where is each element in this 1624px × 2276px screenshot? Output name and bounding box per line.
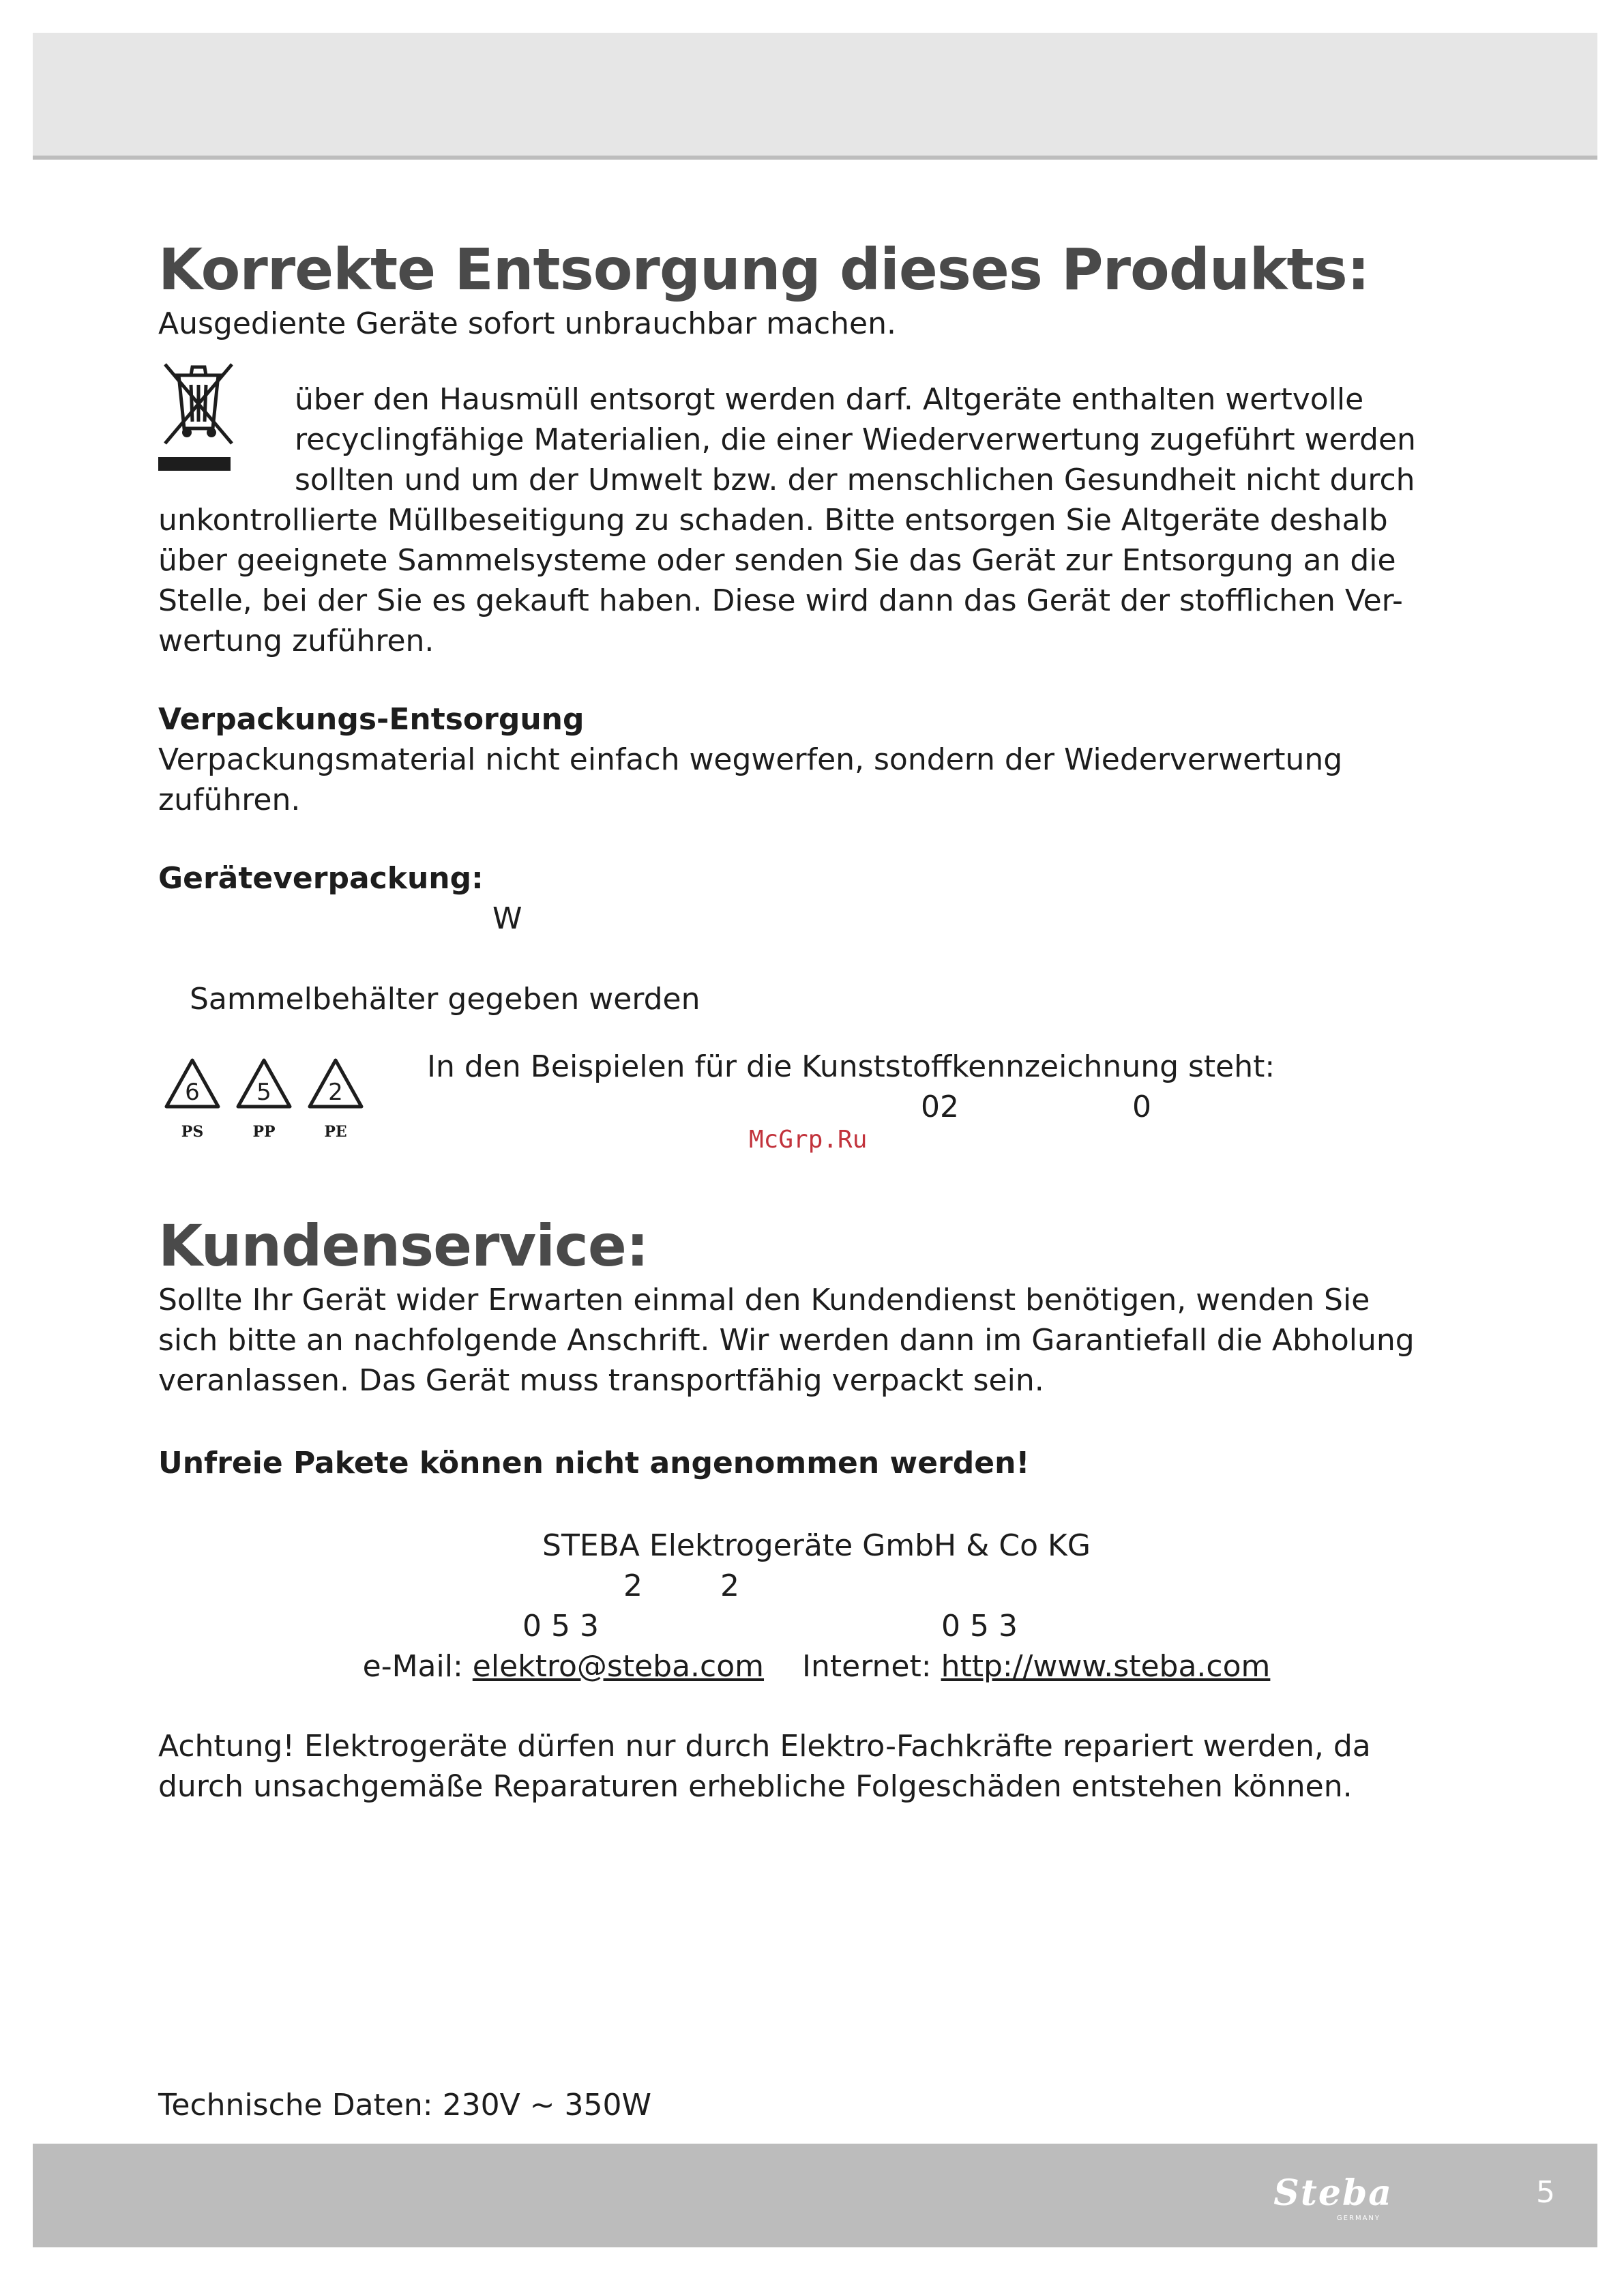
device-packaging-line: Sammelbehälter gegeben werden bbox=[190, 982, 700, 1017]
service-line: sich bitte an nachfolgende Anschrift. Wir werden dann im Garantiefall die Abholung bbox=[158, 1323, 1415, 1358]
packaging-heading: Verpackungs-Entsorgung bbox=[158, 702, 585, 737]
address-fragment: 2 bbox=[720, 1569, 739, 1603]
fax-fragment: 0 5 3 bbox=[941, 1609, 1018, 1644]
address-block bbox=[158, 1526, 1475, 1687]
weee-block bbox=[158, 351, 1475, 661]
page-content bbox=[158, 235, 1475, 1807]
packaging-line: zuführen. bbox=[158, 783, 301, 817]
plastic-code-value: 0 bbox=[1132, 1090, 1151, 1124]
plastic-code-number: 6 bbox=[185, 1079, 200, 1106]
recycling-codes-icon bbox=[158, 1053, 377, 1156]
watermark: McGrp.Ru bbox=[749, 1126, 868, 1154]
disposal-body-line: wertung zuführen. bbox=[158, 624, 434, 658]
email-label: e-Mail: bbox=[362, 1649, 463, 1684]
internet-label: Internet: bbox=[802, 1649, 932, 1684]
steba-logo: Steba bbox=[1273, 2172, 1393, 2214]
plastic-code-label: PS bbox=[181, 1123, 204, 1141]
page-number: 5 bbox=[1536, 2175, 1555, 2210]
repair-notice-line: Achtung! Elektrogeräte dürfen nur durch Elektro-Fachkräfte repariert werden, da bbox=[158, 1729, 1371, 1764]
weee-line: recyclingfähige Materialien, die einer Wiederverwertung zugeführt werden bbox=[295, 422, 1416, 457]
disposal-subtitle: Ausgediente Geräte sofort unbrauchbar machen. bbox=[158, 306, 896, 341]
phone-fragment: 0 5 3 bbox=[522, 1609, 599, 1644]
company-name: STEBA Elektrogeräte GmbH & Co KG bbox=[542, 1528, 1091, 1563]
header-band bbox=[33, 33, 1597, 160]
weee-line: über den Hausmüll entsorgt werden darf. Altgeräte enthalten wertvolle bbox=[295, 382, 1364, 417]
weee-line: sollten und um der Umwelt bzw. der menschlichen Gesundheit nicht durch bbox=[295, 463, 1415, 497]
email-link[interactable]: elektro@steba.com bbox=[472, 1649, 765, 1684]
service-title: Kundenservice: bbox=[158, 1212, 649, 1279]
disposal-body-line: Stelle, bei der Sie es gekauft haben. Diese wird dann das Gerät der stofflichen Ver- bbox=[158, 583, 1403, 618]
steba-logo-sub: GERMANY bbox=[1336, 2215, 1381, 2222]
service-line: veranlassen. Das Gerät muss transportfähig verpackt sein. bbox=[158, 1363, 1044, 1398]
technical-data: Technische Daten: 230V ~ 350W bbox=[158, 2088, 651, 2122]
packaging-line: Verpackungsmaterial nicht einfach wegwerfen, sondern der Wiederverwertung bbox=[158, 742, 1343, 777]
plastic-code-label: PP bbox=[252, 1123, 276, 1141]
device-packaging-heading: Geräteverpackung: bbox=[158, 861, 484, 896]
repair-notice-line: durch unsachgemäße Reparaturen erhebliche Folgeschäden entstehen können. bbox=[158, 1769, 1353, 1804]
footer-band bbox=[33, 2144, 1597, 2247]
unpaid-parcels-warning: Unfreie Pakete können nicht angenommen werden! bbox=[158, 1446, 1030, 1480]
device-packaging-fragment: W bbox=[492, 901, 522, 936]
plastic-code-number: 5 bbox=[256, 1079, 271, 1106]
plastic-code-label: PE bbox=[324, 1123, 347, 1141]
weee-bin-icon bbox=[158, 355, 239, 478]
website-link[interactable]: http://www.steba.com bbox=[941, 1649, 1271, 1684]
service-line: Sollte Ihr Gerät wider Erwarten einmal den Kundendienst benötigen, wenden Sie bbox=[158, 1283, 1370, 1317]
disposal-body-line: über geeignete Sammelsysteme oder senden Sie das Gerät zur Entsorgung an die bbox=[158, 543, 1396, 578]
plastic-codes-intro: In den Beispielen für die Kunststoffkennzeichnung steht: bbox=[427, 1049, 1275, 1084]
disposal-body-line: unkontrollierte Müllbeseitigung zu schaden. Bitte entsorgen Sie Altgeräte deshalb bbox=[158, 503, 1388, 538]
contact-line bbox=[158, 1646, 1475, 1687]
disposal-title: Korrekte Entsorgung dieses Produkts: bbox=[158, 236, 1370, 303]
address-fragment: 2 bbox=[623, 1569, 643, 1603]
plastic-code-value: 02 bbox=[921, 1090, 959, 1124]
plastic-code-number: 2 bbox=[328, 1079, 343, 1106]
